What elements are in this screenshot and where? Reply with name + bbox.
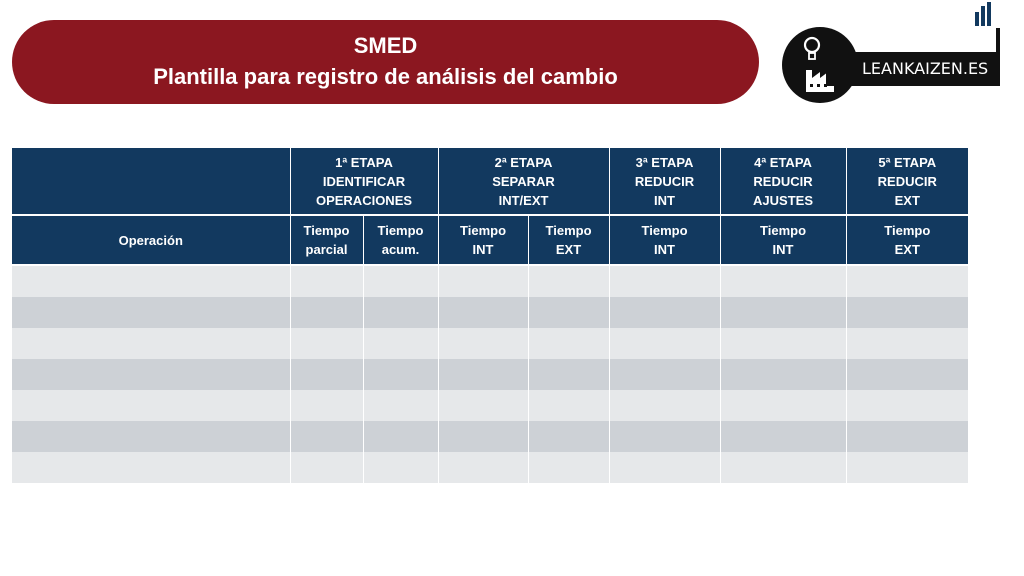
- table-cell[interactable]: [290, 421, 363, 452]
- table-cell[interactable]: [720, 421, 846, 452]
- table-cell[interactable]: [438, 421, 528, 452]
- table-cell[interactable]: [363, 328, 438, 359]
- table-cell[interactable]: [438, 359, 528, 390]
- table-row: [12, 421, 968, 452]
- table-cell[interactable]: [846, 452, 968, 483]
- table-cell[interactable]: [12, 328, 290, 359]
- table-cell[interactable]: [846, 421, 968, 452]
- subheader-tiempo-ext-5: Tiempo EXT: [846, 215, 968, 265]
- table-cell[interactable]: [609, 390, 720, 421]
- table-cell[interactable]: [846, 328, 968, 359]
- table-row: [12, 359, 968, 390]
- table-body: [12, 265, 968, 483]
- subheader-tiempo-int-3: Tiempo INT: [609, 215, 720, 265]
- table-cell[interactable]: [290, 359, 363, 390]
- table-cell[interactable]: [438, 328, 528, 359]
- table-cell[interactable]: [438, 390, 528, 421]
- table-cell[interactable]: [12, 421, 290, 452]
- table-row: [12, 390, 968, 421]
- table-cell[interactable]: [609, 421, 720, 452]
- table-cell[interactable]: [363, 265, 438, 297]
- stage-header-1: 1ª ETAPA IDENTIFICAR OPERACIONES: [290, 148, 438, 215]
- table-cell[interactable]: [528, 297, 609, 328]
- table-cell[interactable]: [12, 390, 290, 421]
- title-banner: [12, 20, 759, 104]
- table-cell[interactable]: [720, 297, 846, 328]
- table-cell[interactable]: [528, 328, 609, 359]
- subheader-tiempo-parcial: Tiempo parcial: [290, 215, 363, 265]
- logo-text: LEANKAIZEN.ES: [826, 52, 1000, 86]
- table-row: [12, 297, 968, 328]
- stage-header-5: 5ª ETAPA REDUCIR EXT: [846, 148, 968, 215]
- stage-header-3: 3ª ETAPA REDUCIR INT: [609, 148, 720, 215]
- table-cell[interactable]: [846, 265, 968, 297]
- subheader-tiempo-acum: Tiempo acum.: [363, 215, 438, 265]
- table-cell[interactable]: [720, 359, 846, 390]
- table-cell[interactable]: [846, 359, 968, 390]
- table-cell[interactable]: [438, 297, 528, 328]
- table-cell[interactable]: [609, 359, 720, 390]
- table-cell[interactable]: [290, 297, 363, 328]
- table-cell[interactable]: [720, 265, 846, 297]
- table-cell[interactable]: [12, 265, 290, 297]
- subheader-tiempo-int-4: Tiempo INT: [720, 215, 846, 265]
- subheader-tiempo-int-2: Tiempo INT: [438, 215, 528, 265]
- table-cell[interactable]: [438, 265, 528, 297]
- table-cell[interactable]: [438, 452, 528, 483]
- table-cell[interactable]: [363, 390, 438, 421]
- table-cell[interactable]: [290, 390, 363, 421]
- table-row: [12, 328, 968, 359]
- table-cell[interactable]: [609, 452, 720, 483]
- table-cell[interactable]: [290, 452, 363, 483]
- table-row: [12, 452, 968, 483]
- subheader-tiempo-ext-2: Tiempo EXT: [528, 215, 609, 265]
- table-cell[interactable]: [528, 452, 609, 483]
- table-cell[interactable]: [720, 328, 846, 359]
- table-cell[interactable]: [720, 452, 846, 483]
- table-cell[interactable]: [846, 390, 968, 421]
- table-cell[interactable]: [290, 265, 363, 297]
- table-cell[interactable]: [363, 421, 438, 452]
- table-cell[interactable]: [363, 297, 438, 328]
- table-cell[interactable]: [609, 297, 720, 328]
- table-cell[interactable]: [528, 421, 609, 452]
- table-cell[interactable]: [12, 297, 290, 328]
- table-cell[interactable]: [12, 452, 290, 483]
- page-title: SMED: [353, 33, 418, 58]
- smed-table: [12, 148, 968, 483]
- table-cell[interactable]: [12, 359, 290, 390]
- page-subtitle: Plantilla para registro de análisis del cambio: [153, 64, 618, 89]
- table-cell[interactable]: [528, 390, 609, 421]
- empty-header-cell: [12, 148, 290, 215]
- stage-header-4: 4ª ETAPA REDUCIR AJUSTES: [720, 148, 846, 215]
- table-cell[interactable]: [609, 265, 720, 297]
- table-row: [12, 265, 968, 297]
- table-cell[interactable]: [363, 452, 438, 483]
- stage-header-2: 2ª ETAPA SEPARAR INT/EXT: [438, 148, 609, 215]
- table-cell[interactable]: [363, 359, 438, 390]
- table-cell[interactable]: [846, 297, 968, 328]
- table-cell[interactable]: [528, 359, 609, 390]
- table-cell[interactable]: [528, 265, 609, 297]
- table-cell[interactable]: [609, 328, 720, 359]
- table-cell[interactable]: [720, 390, 846, 421]
- table-cell[interactable]: [290, 328, 363, 359]
- operation-header: Operación: [12, 215, 290, 265]
